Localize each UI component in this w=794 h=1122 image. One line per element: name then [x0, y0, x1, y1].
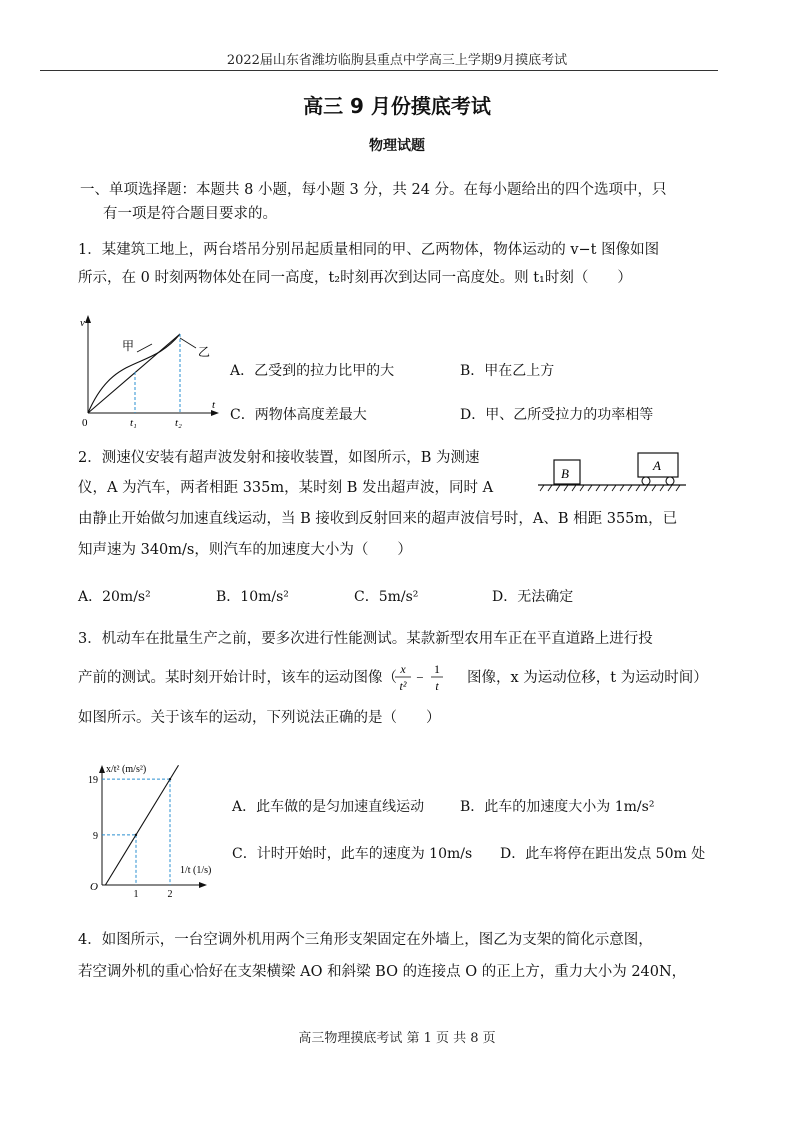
q3-data-point	[169, 778, 171, 780]
q1-axis-v-label: v	[80, 317, 85, 329]
q2-stem-line4: 知声速为 340m/s，则汽车的加速度大小为（ ）	[78, 542, 412, 558]
q4-stem-line1: 4．如图所示，一台空调外机用两个三角形支架固定在外墙上，图乙为支架的简化示意图，	[78, 932, 653, 948]
q3-option-c: C．计时开始时，此车的速度为 10m/s	[232, 846, 473, 862]
q2-option-d: D．无法确定	[492, 589, 574, 605]
q3-frac1-numerator: x	[400, 662, 406, 676]
q3-frac2-numerator: 1	[434, 662, 440, 676]
q3-graph	[84, 756, 220, 898]
q3-option-d: D．此车将停在距出发点 50m 处	[500, 846, 706, 862]
q3-x-tick-label: 2	[167, 889, 173, 898]
q1-axis-t-label: t	[212, 399, 216, 411]
q1-yi-label: 乙	[198, 345, 211, 359]
q2-option-c: C．5m/s²	[354, 589, 419, 605]
q1-option-c: C．两物体高度差最大	[230, 407, 367, 423]
q3-x-axis-label: 1/t (1/s)	[180, 865, 212, 876]
page-subtitle: 物理试题	[369, 138, 425, 154]
q3-frac2-denominator: t	[435, 679, 439, 693]
q3-fraction-formula	[385, 660, 465, 696]
q3-origin-label: O	[90, 881, 98, 893]
q1-t1-label: t₁	[130, 417, 137, 429]
section-instruction-line2: 有一项是符合题目要求的。	[103, 206, 277, 222]
page-footer: 高三物理摸底考试 第 1 页 共 8 页	[298, 1031, 496, 1046]
q3-stem-line1: 3．机动车在批量生产之前，要多次进行性能测试。某款新型农用车正在平直道路上进行投	[78, 631, 653, 647]
header-rule	[40, 70, 718, 71]
q3-stem-line2b: 图像，x 为运动位移，t 为运动时间）	[467, 670, 708, 686]
q2-label-a: A	[653, 458, 661, 473]
q1-vt-graph	[74, 312, 224, 430]
q3-stem-line3: 如图所示。关于该车的运动，下列说法正确的是（ ）	[78, 710, 441, 726]
q2-car-wheel-right	[666, 477, 674, 485]
q2-stem-line3: 由静止开始做匀加速直线运动，当 B 接收到反射回来的超声波信号时，A、B 相距 355m，已	[78, 511, 678, 527]
q1-option-b: B．甲在乙上方	[460, 363, 555, 379]
q2-stem-line1: 2．测速仪安装有超声波发射和接收装置，如图所示，B 为测速	[78, 450, 480, 466]
q3-y-tick-label: 9	[93, 830, 98, 842]
q2-label-b: B	[561, 466, 569, 481]
q2-option-b: B．10m/s²	[216, 589, 289, 605]
q1-stem-line2: 所示，在 0 时刻两物体处在同一高度，t₂时刻再次到达同一高度处。则 t₁时刻（ ）	[78, 270, 632, 286]
page-title: 高三 9 月份摸底考试	[303, 94, 491, 118]
section-instruction-line1: 一、单项选择题：本题共 8 小题，每小题 3 分，共 24 分。在每小题给出的四个选项中，只	[80, 182, 667, 198]
q3-y-axis-label: x/t² (m/s²)	[106, 764, 147, 775]
q2-option-a: A．20m/s²	[78, 589, 151, 605]
q3-data-line	[105, 765, 178, 885]
q3-option-b: B．此车的加速度大小为 1m/s²	[460, 799, 655, 815]
q3-frac1-denominator: t²	[399, 679, 407, 693]
q3-x-tick-label: 1	[133, 889, 139, 898]
q2-stem-line2: 仪，A 为汽车，两者相距 335m，某时刻 B 发出超声波，同时 A	[78, 480, 494, 496]
q2-car-wheel-left	[642, 477, 650, 485]
q3-minus-sign: −	[416, 670, 424, 685]
q3-option-a: A．此车做的是匀加速直线运动	[232, 799, 425, 815]
q1-origin-label: 0	[82, 417, 88, 429]
q1-stem-line1: 1．某建筑工地上，两台塔吊分别吊起质量相同的甲、乙两物体，物体运动的 v−t 图像如图	[78, 242, 660, 258]
q3-data-point	[135, 834, 137, 836]
q1-jia-label: 甲	[122, 339, 135, 353]
q3-y-tick-label: 19	[88, 775, 98, 787]
q1-option-d: D．甲、乙所受拉力的功率相等	[460, 407, 654, 423]
q1-t2-label: t₂	[175, 417, 182, 429]
q3-stem-line2a: 产前的测试。某时刻开始计时，该车的运动图像（	[78, 670, 397, 686]
q1-option-a: A．乙受到的拉力比甲的大	[230, 363, 395, 379]
page-header: 2022届山东省潍坊临朐县重点中学高三上学期9月摸底考试	[226, 53, 568, 68]
q2-figure	[532, 448, 690, 500]
q4-stem-line2: 若空调外机的重心恰好在支架横梁 AO 和斜梁 BO 的连接点 O 的正上方，重力大小为 240N，	[78, 964, 687, 980]
